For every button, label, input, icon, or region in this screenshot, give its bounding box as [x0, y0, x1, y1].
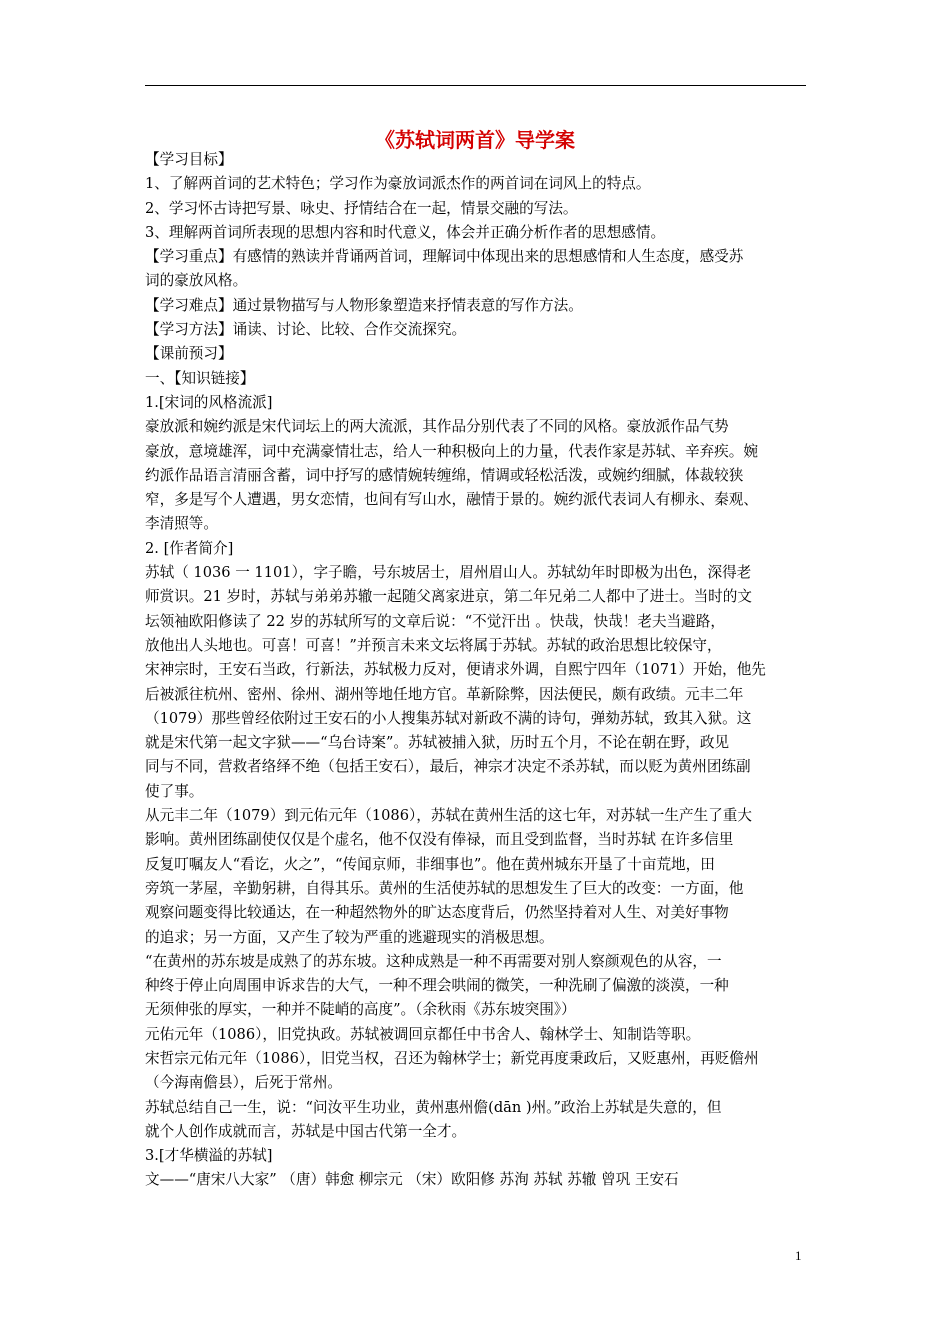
text-line: 放他出人头地也。可喜！可喜！”并预言未来文坛将属于苏轼。苏轼的政治思想比较保守，	[145, 636, 722, 654]
text-line: 元佑元年（1086），旧党执政。苏轼被调回京都任中书舍人、翰林学士、知制诰等职。	[145, 1025, 701, 1043]
text-line: 豪放派和婉约派是宋代词坛上的两大流派，其作品分别代表了不同的风格。豪放派作品气势	[145, 418, 729, 436]
text-line: 无须伸张的厚实，一种并不陡峭的高度”。（余秋雨《苏东坡突围》）	[145, 1001, 576, 1019]
text-line: 3、理解两首词所表现的思想内容和时代意义，体会并正确分析作者的思想感情。	[145, 223, 666, 241]
text-line: 的追求；另一方面，又产生了较为严重的逃避现实的消极思想。	[145, 928, 554, 946]
text-line: 2. [作者简介]	[145, 539, 234, 557]
text-line: 文——“唐宋八大家” （唐）韩愈 柳宗元 （宋）欧阳修 苏洵 苏轼 苏辙 曾巩 王安石	[145, 1171, 679, 1189]
document-body	[145, 148, 807, 1193]
text-line: 使了事。	[145, 782, 204, 800]
text-line: 旁筑一茅屋，辛勤躬耕，自得其乐。黄州的生活使苏轼的思想发生了巨大的改变：一方面，他	[145, 879, 744, 897]
text-line: 词的豪放风格。	[145, 272, 248, 290]
text-line: 观察问题变得比较通达，在一种超然物外的旷达态度背后，仍然坚持着对人生、对美好事物	[145, 904, 729, 922]
text-line: 就是宋代第一起文字狱——“乌台诗案”。苏轼被捕入狱，历时五个月，不论在朝在野，政见	[145, 734, 730, 752]
header-rule	[145, 85, 806, 86]
text-line: 【学习目标】	[145, 151, 233, 168]
text-line: 种终于停止向周围申诉求告的大气，一种不理会哄闹的微笑，一种洗刷了偏激的淡漠，一种	[145, 977, 729, 995]
text-line: 宋哲宗元佑元年（1086），旧党当权，召还为翰林学士；新党再度秉政后，又贬惠州，再贬儋州	[145, 1049, 759, 1067]
text-line: 苏轼总结自己一生，说：“问汝平生功业，黄州惠州儋(dān )州。”政治上苏轼是失意的，但	[145, 1098, 722, 1116]
text-line: 一、【知识链接】	[145, 369, 255, 387]
text-line: “在黄州的苏东坡是成熟了的苏东坡。这种成熟是一种不再需要对别人察颜观色的从容，一	[145, 952, 722, 970]
text-line: 就个人创作成就而言，苏轼是中国古代第一全才。	[145, 1122, 467, 1140]
text-line: （今海南儋县），后死于常州。	[145, 1074, 343, 1092]
text-line: 影响。黄州团练副使仅仅是个虚名，他不仅没有俸禄，而且受到监督，当时苏轼 在许多信里	[145, 831, 734, 849]
text-line: 1.[宋词的风格流派]	[145, 393, 273, 411]
text-line: 宋神宗时，王安石当政，行新法，苏轼极力反对，便请求外调，自熙宁四年（1071）开始，他先	[145, 661, 766, 679]
text-line: 苏轼（ 1036 一 1101），字子瞻，号东坡居士，眉州眉山人。苏轼幼年时即极为出色，深得老	[145, 564, 752, 582]
text-line: 李清照等。	[145, 515, 218, 533]
text-line: （1079）那些曾经依附过王安石的小人搜集苏轼对新政不满的诗句，弹劾苏轼，致其入狱。这	[145, 709, 752, 727]
text-line: 【学习方法】诵读、讨论、比较、合作交流探究。	[145, 321, 467, 339]
text-line: 【学习难点】通过景物描写与人物形象塑造来抒情表意的写作方法。	[145, 296, 583, 314]
text-line: 【课前预习】	[145, 345, 233, 363]
text-line: 反复叮嘱友人“看讫，火之”，“传闻京师，非细事也”。他在黄州城东开垦了十亩荒地，田	[145, 855, 715, 873]
page-number: 1	[795, 1248, 802, 1263]
text-line: 1、了解两首词的艺术特色；学习作为豪放词派杰作的两首词在词风上的特点。	[145, 175, 651, 193]
text-line: 3.[才华横溢的苏轼]	[145, 1147, 273, 1165]
text-line: 从元丰二年（1079）到元佑元年（1086），苏轼在黄州生活的这七年，对苏轼一生产生了重大	[145, 807, 752, 825]
text-line: 2、学习怀古诗把写景、咏史、抒情结合在一起，情景交融的写法。	[145, 199, 578, 217]
page-title: 《苏轼词两首》导学案	[375, 128, 575, 152]
text-line: 约派作品语言清丽含蓄，词中抒写的感情婉转缠绵，情调或轻松活泼，或婉约细腻，体裁较狭	[145, 466, 744, 484]
text-line: 师赏识。21 岁时，苏轼与弟弟苏辙一起随父离家进京，第二年兄弟二人都中了进士。当时的文	[145, 588, 752, 606]
text-line: 【学习重点】有感情的熟读并背诵两首词，理解词中体现出来的思想感情和人生态度，感受苏	[145, 248, 744, 266]
text-line: 坛领袖欧阳修读了 22 岁的苏轼所写的文章后说：“不觉汗出 。快哉，快哉！老夫当避路，	[145, 612, 725, 630]
text-line: 同与不同，营救者络绎不绝（包括王安石），最后，神宗才决定不杀苏轼，而以贬为黄州团练副	[145, 758, 751, 776]
text-line: 窄，多是写个人遭遇，男女恋情，也间有写山水，融情于景的。婉约派代表词人有柳永、秦观、	[145, 491, 758, 509]
text-line: 后被派往杭州、密州、徐州、湖州等地任地方官。革新除弊，因法便民，颇有政绩。元丰二年	[145, 685, 744, 703]
text-line: 豪放，意境雄浑，词中充满豪情壮志，给人一种积极向上的力量，代表作家是苏轼、辛弃疾。婉	[145, 442, 758, 460]
